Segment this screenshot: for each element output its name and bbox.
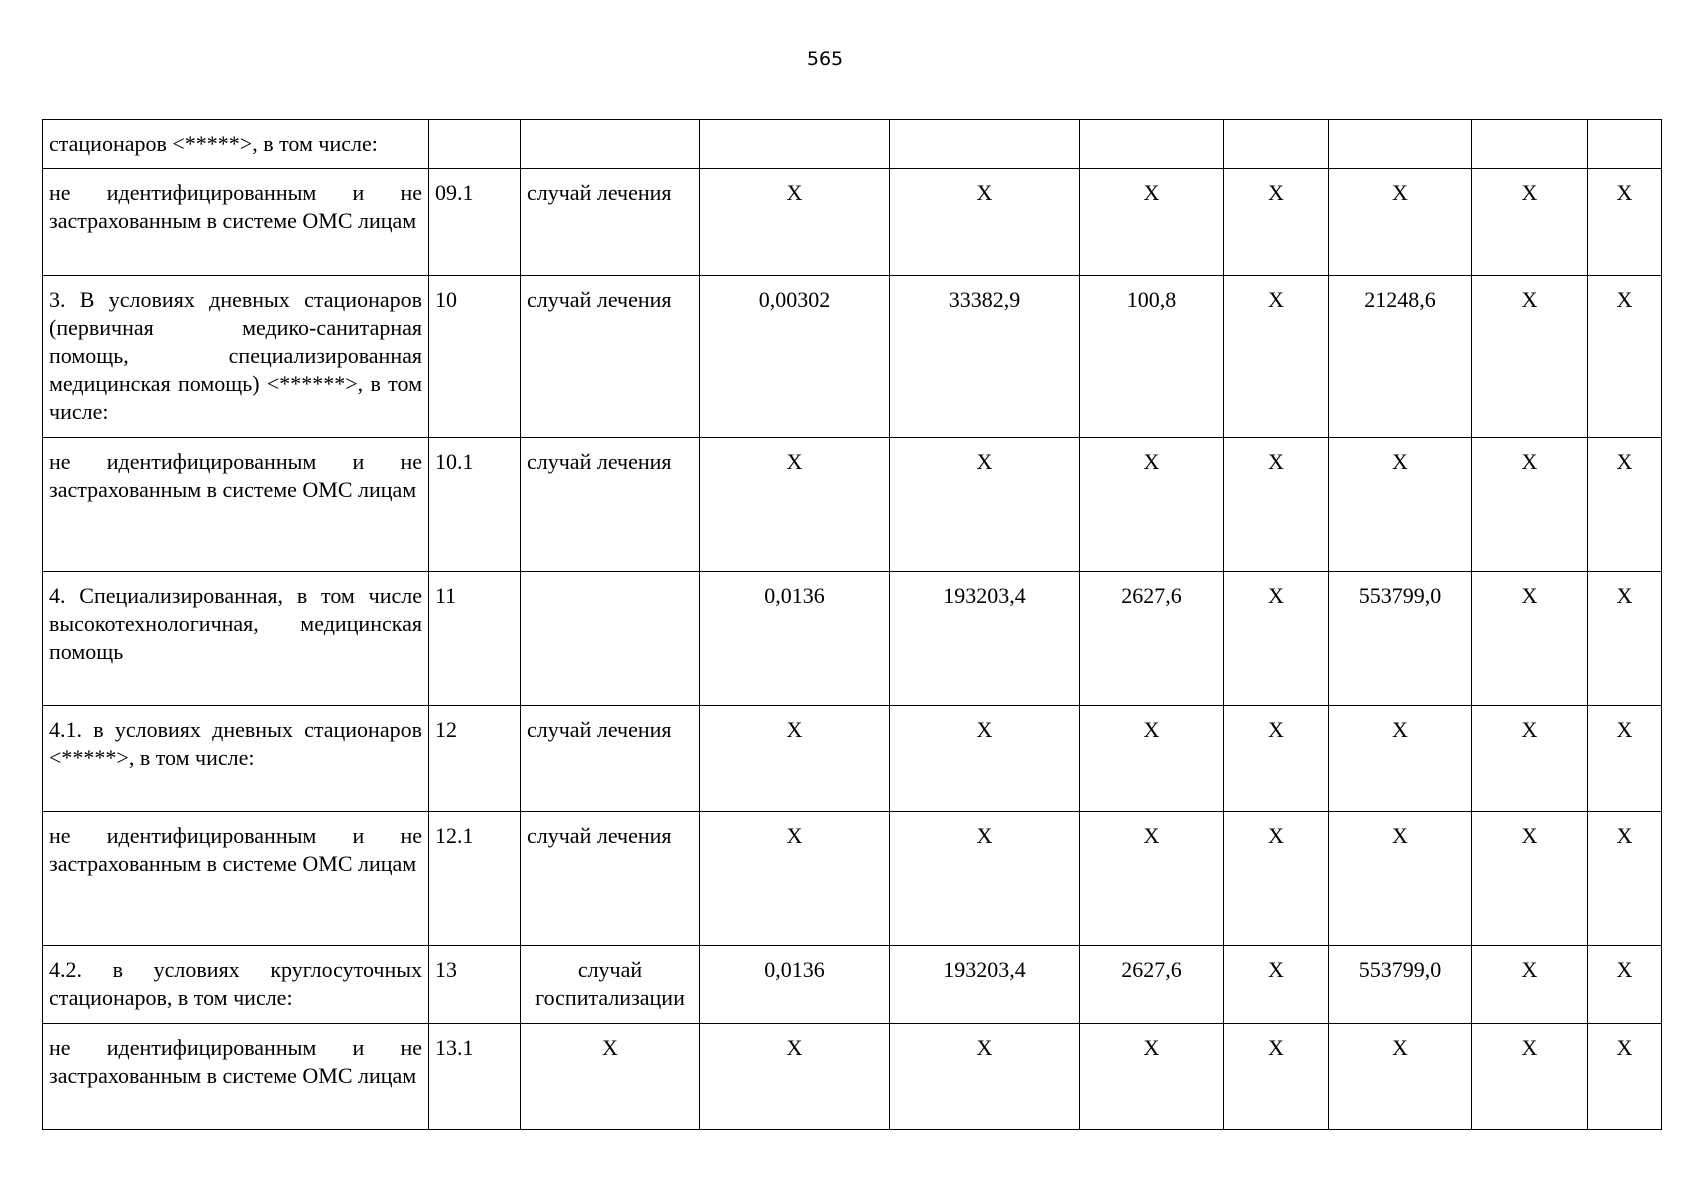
value-cell: Х [1472,812,1588,946]
value-cell: Х [890,169,1080,276]
table-row [43,946,1662,1024]
value-cell: Х [1472,706,1588,812]
row-code-cell: 10 [429,276,521,438]
row-unit-cell: случай лечения [521,706,700,812]
value-cell: Х [890,812,1080,946]
row-name-cell: не идентифицированным и не застрахованным в системе ОМС лицам [43,1024,429,1130]
value-cell: 553799,0 [1329,946,1472,1024]
value-cell: Х [1080,812,1224,946]
row-name-cell: 3. В условиях дневных стационаров (первичная медико-санитарная помощь, специализированная медицинская помощь) <******>, в том числе: [43,276,429,438]
value-cell: Х [1472,572,1588,706]
row-unit-cell: случай лечения [521,169,700,276]
row-code-cell: 10.1 [429,438,521,572]
value-cell: 100,8 [1080,276,1224,438]
table-row [43,438,1662,572]
value-cell: Х [1224,276,1329,438]
row-unit-cell: случай лечения [521,276,700,438]
value-cell: Х [1224,1024,1329,1130]
value-cell: Х [700,169,890,276]
table-row [43,812,1662,946]
data-table [42,119,1662,1130]
row-name-cell: 4.2. в условиях круглосуточных стационаров, в том числе: [43,946,429,1024]
page-number: 565 [806,48,844,70]
value-cell: Х [890,438,1080,572]
value-cell: 193203,4 [890,572,1080,706]
value-cell: Х [1329,812,1472,946]
value-cell: Х [1588,946,1662,1024]
table-row [43,572,1662,706]
row-name-cell: стационаров <*****>, в том числе: [43,120,429,169]
row-code-cell: 12.1 [429,812,521,946]
table-row [43,169,1662,276]
value-cell: Х [1472,438,1588,572]
value-cell: Х [1080,169,1224,276]
value-cell [1329,120,1472,169]
value-cell: 2627,6 [1080,946,1224,1024]
row-name-cell: 4. Специализированная, в том числе высокотехнологичная, медицинская помощь [43,572,429,706]
row-code-cell [429,120,521,169]
value-cell: Х [1588,1024,1662,1130]
row-name-cell: 4.1. в условиях дневных стационаров <*****>, в том числе: [43,706,429,812]
value-cell: 21248,6 [1329,276,1472,438]
table-row [43,120,1662,169]
value-cell: Х [1224,706,1329,812]
value-cell: Х [1472,1024,1588,1130]
value-cell [1224,120,1329,169]
value-cell: 33382,9 [890,276,1080,438]
row-code-cell: 13.1 [429,1024,521,1130]
value-cell: Х [1588,169,1662,276]
value-cell [1080,120,1224,169]
value-cell: Х [1080,706,1224,812]
value-cell: Х [1329,1024,1472,1130]
row-code-cell: 13 [429,946,521,1024]
row-code-cell: 12 [429,706,521,812]
value-cell: Х [1588,572,1662,706]
value-cell: Х [1329,438,1472,572]
value-cell: Х [1588,812,1662,946]
value-cell: Х [1224,812,1329,946]
value-cell: 2627,6 [1080,572,1224,706]
value-cell: Х [1224,169,1329,276]
value-cell: Х [700,1024,890,1130]
value-cell: 0,0136 [700,572,890,706]
row-name-cell: не идентифицированным и не застрахованным в системе ОМС лицам [43,438,429,572]
value-cell: Х [700,812,890,946]
value-cell: Х [890,1024,1080,1130]
value-cell: Х [1472,169,1588,276]
value-cell: 553799,0 [1329,572,1472,706]
row-name-cell: не идентифицированным и не застрахованным в системе ОМС лицам [43,169,429,276]
value-cell [700,120,890,169]
value-cell: 0,00302 [700,276,890,438]
value-cell: Х [1588,276,1662,438]
value-cell: Х [1588,438,1662,572]
value-cell [1588,120,1662,169]
table-row [43,276,1662,438]
row-unit-cell [521,572,700,706]
row-code-cell: 11 [429,572,521,706]
value-cell: Х [1224,438,1329,572]
value-cell [890,120,1080,169]
value-cell: 193203,4 [890,946,1080,1024]
row-unit-cell [521,120,700,169]
value-cell: Х [1080,438,1224,572]
value-cell: Х [700,706,890,812]
value-cell: Х [1329,169,1472,276]
value-cell: Х [1080,1024,1224,1130]
table-row [43,1024,1662,1130]
value-cell: Х [1588,706,1662,812]
value-cell: Х [700,438,890,572]
row-unit-cell: случай лечения [521,438,700,572]
value-cell: Х [1472,276,1588,438]
value-cell: Х [1224,946,1329,1024]
row-unit-cell: Х [521,1024,700,1130]
value-cell: 0,0136 [700,946,890,1024]
value-cell: Х [890,706,1080,812]
value-cell [1472,120,1588,169]
value-cell: Х [1224,572,1329,706]
row-unit-cell: случай госпитализации [521,946,700,1024]
row-code-cell: 09.1 [429,169,521,276]
row-unit-cell: случай лечения [521,812,700,946]
value-cell: Х [1329,706,1472,812]
value-cell: Х [1472,946,1588,1024]
table-row [43,706,1662,812]
row-name-cell: не идентифицированным и не застрахованным в системе ОМС лицам [43,812,429,946]
